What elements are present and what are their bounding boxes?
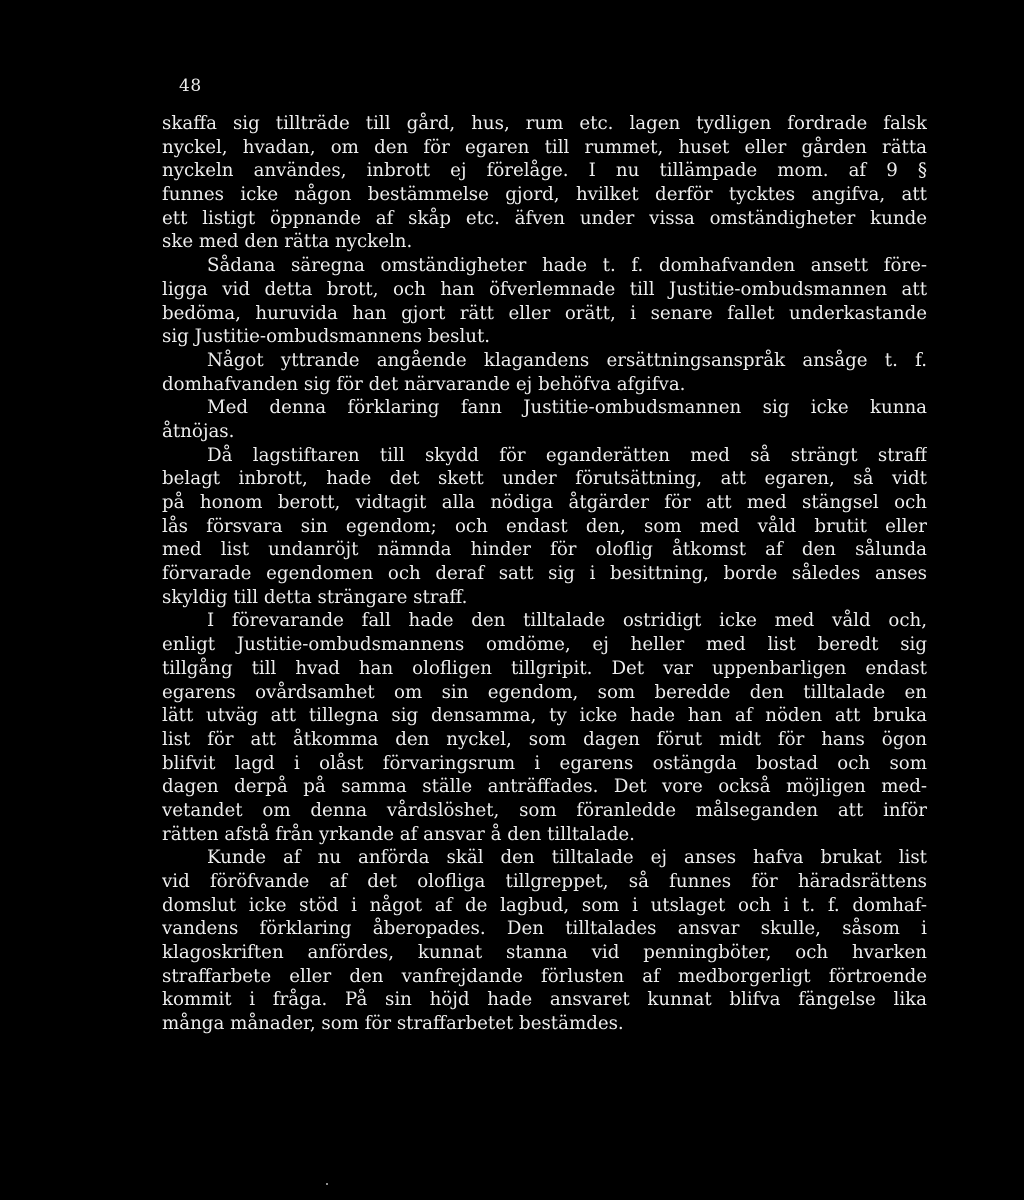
text-line: åtnöjas. — [162, 420, 235, 442]
text-line: Kunde af nu anförda skäl den tilltalade ej anses hafva brukat list — [207, 847, 927, 869]
text-line: lås försvara sin egendom; och endast den, som med våld brutit eller — [162, 515, 927, 537]
text-line: på honom berott, vidtagit alla nödiga åtgärder för att med stängsel och — [162, 492, 927, 513]
text-line: skyldig till detta strängare straff. — [162, 586, 468, 608]
text-line: blifvit lagd i olåst förvaringsrum i egarens ostängda bostad och som — [162, 752, 927, 774]
text-line: ett listigt öppnande af skåp etc. äfven under vissa omständigheter kunde — [162, 207, 927, 229]
text-line: nyckel, hvadan, om den för egaren till rummet, huset eller gården rätta — [162, 136, 927, 158]
text-line: nyckeln användes, inbrott ej förelåge. I nu tillämpade mom. af 9 § — [162, 160, 927, 182]
text-line: Sådana säregna omständigheter hade t. f. domhafvanden ansett före- — [207, 255, 927, 277]
text-line: Något yttrande angående klagandens ersättningsanspråk ansåge t. f. — [207, 349, 927, 371]
text-line: kommit i fråga. På sin höjd hade ansvaret kunnat blifva fängelse lika — [162, 989, 927, 1011]
text-line: klagoskriften anfördes, kunnat stanna vid penningböter, och hvarken — [162, 942, 927, 964]
text-line: tillgång till hvad han olofligen tillgripit. Det var uppenbarligen endast — [162, 657, 927, 679]
text-line: med list undanröjt nämnda hinder för oloflig åtkomst af den sålunda — [162, 539, 927, 561]
page-number: 48 — [179, 76, 202, 96]
text-line: domhafvanden sig för det närvarande ej behöfva afgifva. — [162, 373, 686, 395]
text-line: många månader, som för straffarbetet bestämdes. — [162, 1013, 624, 1035]
text-line: list för att åtkomma den nyckel, som dagen förut midt för hans ögon — [162, 728, 927, 750]
text-line: vetandet om denna vårdslöshet, som föranledde målseganden att inför — [162, 799, 927, 821]
body-text — [162, 112, 927, 1036]
text-line: enligt Justitie-ombudsmannens omdöme, ej heller med list beredt sig — [162, 634, 927, 656]
text-line: Med denna förklaring fann Justitie-ombudsmannen sig icke kunna — [207, 397, 927, 419]
text-line: vandens förklaring åberopades. Den tilltalades ansvar skulle, såsom i — [162, 918, 927, 940]
text-line: belagt inbrott, hade det skett under förutsättning, att egaren, så vidt — [162, 468, 927, 490]
text-line: förvarade egendomen och deraf satt sig i besittning, borde således anses — [162, 563, 927, 585]
text-line: egarens ovårdsamhet om sin egendom, som beredde den tilltalade en — [162, 681, 927, 703]
text-line: straffarbete eller den vanfrejdande förlusten af medborgerligt förtroende — [162, 965, 927, 987]
text-line: Då lagstiftaren till skydd för eganderätten med så strängt straff — [207, 444, 927, 466]
scan-speck — [326, 1183, 328, 1185]
text-line: ske med den rätta nyckeln. — [162, 231, 413, 253]
text-line: rätten afstå från yrkande af ansvar å den tilltalade. — [162, 823, 635, 845]
text-line: I förevarande fall hade den tilltalade ostridigt icke med våld och, — [207, 610, 927, 632]
text-line: vid föröfvande af det olofliga tillgreppet, så funnes för häradsrättens — [162, 871, 927, 892]
text-line: bedöma, huruvida han gjort rätt eller orätt, i senare fallet underkastande — [162, 302, 927, 324]
text-line: sig Justitie-ombudsmannens beslut. — [162, 326, 491, 348]
text-line: lätt utväg att tillegna sig densamma, ty icke hade han af nöden att bruka — [162, 705, 927, 727]
text-line: dagen derpå på samma ställe anträffades. Det vore också möjligen med- — [162, 776, 927, 798]
text-line: ligga vid detta brott, och han öfverlemnade till Justitie-ombudsmannen att — [162, 278, 927, 300]
text-line: skaffa sig tillträde till gård, hus, rum etc. lagen tydligen fordrade falsk — [162, 113, 927, 134]
text-line: funnes icke någon bestämmelse gjord, hvilket derför tycktes angifva, att — [162, 184, 927, 206]
text-line: domslut icke stöd i något af de lagbud, som i utslaget och i t. f. domhaf- — [162, 894, 927, 916]
